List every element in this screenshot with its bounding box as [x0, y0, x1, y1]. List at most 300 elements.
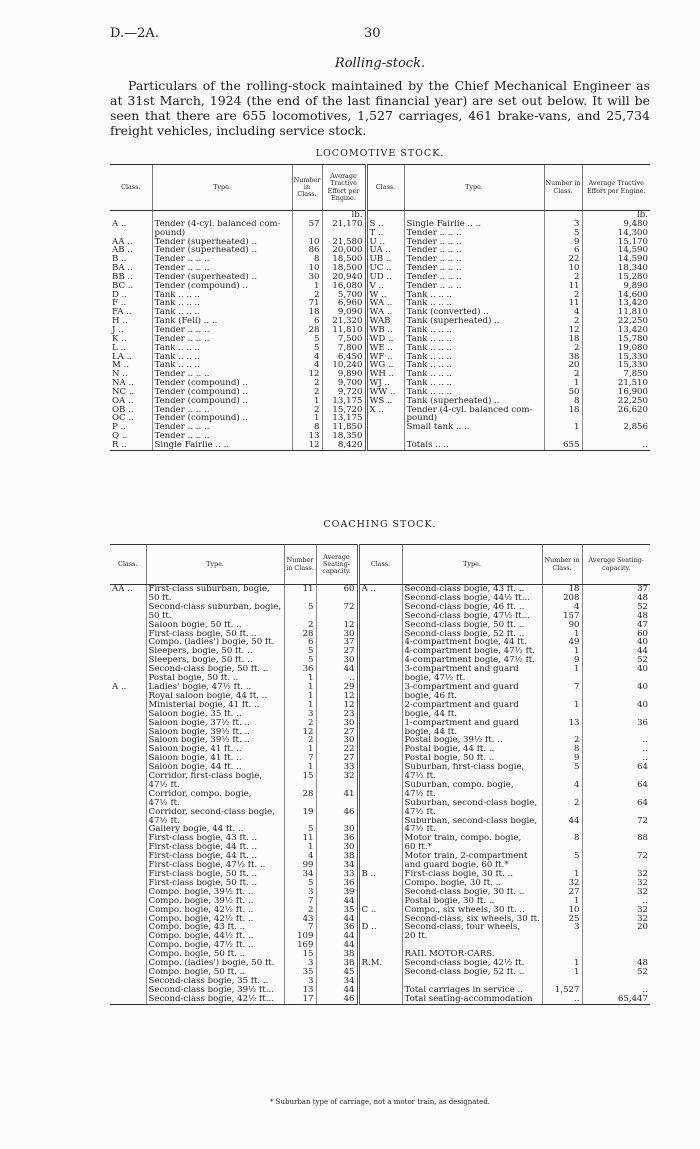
table-cell: Saloon bogie, 50 ft. .. — [146, 621, 284, 630]
table-cell: Total carriages in service .. — [402, 986, 542, 995]
table-cell: 40 — [582, 683, 650, 692]
table-cell: Postal bogie, 30 ft. .. — [402, 897, 542, 906]
table-cell: 12 — [544, 326, 582, 335]
table-cell: 32 — [542, 879, 582, 888]
table-cell — [542, 674, 582, 683]
table-cell: 25 — [542, 915, 582, 924]
table-row — [110, 317, 650, 326]
table-cell: 72 — [582, 817, 650, 826]
table-cell: 2 — [542, 799, 582, 808]
table-cell: Tender (compound) .. — [152, 379, 292, 388]
table-cell: Second-class bogie, 44½ ft... — [402, 594, 542, 603]
table-cell — [358, 932, 402, 941]
table-cell — [366, 432, 404, 441]
table-cell: 1 — [284, 745, 316, 754]
table-cell: Second-class bogie, 35 ft. .. — [146, 977, 284, 986]
table-row — [110, 423, 650, 432]
table-cell: 46 — [316, 808, 358, 817]
table-cell: 1 — [292, 414, 322, 423]
table-cell: Compo. (ladies') bogie, 50 ft. — [146, 959, 284, 968]
table-cell: 13 — [542, 719, 582, 728]
table-cell: 5 — [284, 879, 316, 888]
table-row — [110, 719, 650, 728]
table-row — [110, 238, 650, 247]
column-header: Average Seating-capacity. — [316, 545, 358, 585]
table-cell: 15,330 — [582, 361, 650, 370]
table-row — [110, 665, 650, 674]
table-cell: Compo., six wheels, 30 ft. .. — [402, 906, 542, 915]
table-cell — [110, 861, 146, 870]
table-cell: 9 — [544, 238, 582, 247]
table-cell: 4-compartment bogie, 47½ ft. — [402, 647, 542, 656]
table-cell: B .. — [112, 255, 127, 265]
table-cell — [582, 692, 650, 701]
table-cell: 60 — [316, 585, 358, 594]
table-cell: Saloon bogie, 41 ft. .. — [146, 754, 284, 763]
table-cell: L .. — [112, 343, 126, 353]
table-cell: WB .. — [366, 326, 404, 335]
table-row — [110, 211, 650, 220]
table-cell: 14,300 — [582, 229, 650, 238]
table-cell — [110, 211, 152, 220]
table-cell — [366, 441, 404, 450]
table-cell: 2 — [292, 388, 322, 397]
table-cell: 30 — [316, 656, 358, 665]
table-cell — [110, 995, 146, 1004]
table-cell: 3 — [542, 923, 582, 932]
table-cell: 1 — [542, 968, 582, 977]
table-cell — [284, 594, 316, 603]
table-row — [110, 326, 650, 335]
table-cell: 655 — [544, 441, 582, 450]
table-cell: Tender (compound) .. — [152, 414, 292, 423]
table-cell — [358, 674, 402, 683]
table-cell — [358, 834, 402, 843]
table-row — [110, 255, 650, 264]
table-cell — [358, 950, 402, 959]
table-cell: Tender .. .. .. — [152, 406, 292, 415]
table-cell — [110, 852, 146, 861]
table-cell: 15,330 — [582, 353, 650, 362]
table-row — [110, 273, 650, 282]
table-cell: 7,800 — [322, 344, 366, 353]
table-cell: 3-compartment and guard — [402, 683, 542, 692]
table-cell: 2 — [284, 736, 316, 745]
table-cell: Second-class suburban, bogie, — [146, 603, 284, 612]
table-cell: D .. — [112, 290, 128, 300]
table-row — [110, 968, 650, 977]
table-cell: 38 — [316, 950, 358, 959]
table-cell: Tank (converted) .. — [404, 308, 544, 317]
table-row — [110, 888, 650, 897]
table-cell: 4-compartment bogie, 44 ft. — [402, 638, 542, 647]
table-cell: 6 — [284, 638, 316, 647]
table-cell — [152, 211, 292, 220]
table-cell: Corridor, compo. bogie, — [146, 790, 284, 799]
table-cell — [358, 852, 402, 861]
table-cell: 21,510 — [582, 379, 650, 388]
table-cell: and guard bogie, 60 ft.* — [402, 861, 542, 870]
table-cell: 5 — [284, 603, 316, 612]
table-row — [110, 264, 650, 273]
table-row — [110, 344, 650, 353]
table-cell: Gallery bogie, 44 ft. .. — [146, 825, 284, 834]
table-cell — [582, 414, 650, 423]
table-cell: 2 — [544, 291, 582, 300]
table-cell — [358, 603, 402, 612]
table-cell — [110, 603, 146, 612]
table-cell: Compo. bogie, 39½ ft. .. — [146, 897, 284, 906]
table-cell: 32 — [316, 772, 358, 781]
table-cell: Tank .. .. .. — [404, 291, 544, 300]
table-cell: 2 — [284, 621, 316, 630]
table-cell: Second-class, four wheels, — [402, 923, 542, 932]
table-cell: 15,780 — [582, 335, 650, 344]
table-cell: 7 — [284, 754, 316, 763]
table-cell: 16,080 — [322, 282, 366, 291]
table-cell: 10 — [542, 906, 582, 915]
table-cell: Suburban, compo. bogie, — [402, 781, 542, 790]
table-cell — [110, 621, 146, 630]
table-row — [110, 621, 650, 630]
table-cell: 48 — [582, 959, 650, 968]
table-row — [110, 825, 650, 834]
table-cell: Saloon bogie, 44 ft. .. — [146, 763, 284, 772]
table-cell: 1 — [542, 701, 582, 710]
table-cell — [358, 630, 402, 639]
table-cell — [358, 683, 402, 692]
table-cell: 28 — [292, 326, 322, 335]
table-cell: 44 — [542, 817, 582, 826]
table-cell: 1 — [284, 701, 316, 710]
table-cell — [358, 941, 402, 950]
table-cell: 1 — [542, 870, 582, 879]
table-cell: 44 — [316, 932, 358, 941]
table-cell: First-class bogie, 50 ft. .. — [146, 630, 284, 639]
table-cell: 19 — [284, 808, 316, 817]
table-cell — [358, 995, 402, 1004]
table-cell — [358, 781, 402, 790]
table-cell: Tank .. .. .. — [152, 344, 292, 353]
table-cell — [316, 612, 358, 621]
table-cell: 57 — [292, 220, 322, 229]
table-cell: 13,175 — [322, 414, 366, 423]
intro-paragraph: Particulars of the rolling-stock maintained by the Chief Mechanical Engineer as at 31st March, 1924 (the end of the last financial year) are set out below. It will be seen that there are 655 locomotives, 1,527 carriages, 461 brake-vans, and 25,734 freight vehicles, including service stock. — [110, 78, 650, 138]
footnote: * Suburban type of carriage, not a motor train, as designated. — [269, 1098, 491, 1106]
table-cell — [110, 728, 146, 737]
table-cell: 41 — [316, 790, 358, 799]
table-cell: 21,580 — [322, 238, 366, 247]
table-cell — [110, 834, 146, 843]
table-cell — [322, 229, 366, 238]
table-cell: 44 — [316, 915, 358, 924]
table-cell: 6 — [544, 246, 582, 255]
table-row — [110, 441, 650, 450]
table-cell: Tender (superheated) .. — [152, 238, 292, 247]
table-cell: Total seating-accommodation — [402, 995, 542, 1004]
table-row — [110, 728, 650, 737]
table-cell — [110, 843, 146, 852]
table-cell: 7,850 — [582, 370, 650, 379]
table-cell: 47 — [582, 621, 650, 630]
column-header: Class. — [110, 545, 146, 585]
table-cell — [110, 941, 146, 950]
table-cell — [110, 701, 146, 710]
table-row — [110, 959, 650, 968]
table-cell: 21,170 — [322, 220, 366, 229]
table-cell: Postal bogie, 50 ft. .. — [402, 754, 542, 763]
table-cell: Tank .. .. .. — [152, 308, 292, 317]
table-row — [110, 879, 650, 888]
table-cell: 12 — [292, 370, 322, 379]
table-cell — [110, 825, 146, 834]
table-row — [110, 585, 650, 594]
table-cell: 36 — [316, 879, 358, 888]
table-row — [110, 941, 650, 950]
table-cell: First-class bogie, 50 ft. .. — [146, 879, 284, 888]
table-cell: 10 — [292, 238, 322, 247]
table-cell: Saloon bogie, 39½ ft. .. — [146, 736, 284, 745]
table-cell: 1 — [544, 379, 582, 388]
table-cell: 27 — [316, 647, 358, 656]
table-row — [110, 763, 650, 772]
table-cell — [110, 906, 146, 915]
table-cell — [110, 808, 146, 817]
table-cell: K .. — [112, 334, 127, 344]
table-cell — [110, 594, 146, 603]
table-cell — [110, 647, 146, 656]
table-cell — [544, 211, 582, 220]
table-cell: 64 — [582, 781, 650, 790]
table-cell: UB .. — [366, 255, 404, 264]
table-cell: 1 — [542, 897, 582, 906]
table-cell — [110, 968, 146, 977]
table-cell: 32 — [582, 906, 650, 915]
table-cell: 72 — [316, 603, 358, 612]
table-cell: 11 — [284, 834, 316, 843]
table-cell: 9 — [542, 656, 582, 665]
table-cell — [358, 808, 402, 817]
table-cell: Tender (superheated) .. — [152, 273, 292, 282]
column-header: Number in Class. — [544, 165, 582, 211]
table-cell: D .. — [358, 923, 402, 932]
table-cell: 30 — [292, 273, 322, 282]
table-cell: Second-class bogie, 43 ft. .. — [402, 585, 542, 594]
table-cell: Tender .. .. .. — [152, 370, 292, 379]
table-row — [110, 370, 650, 379]
table-row — [110, 246, 650, 255]
table-cell: 2 — [544, 317, 582, 326]
table-cell: 19,080 — [582, 344, 650, 353]
page-number: 30 — [364, 26, 381, 41]
table-cell: 9,720 — [322, 388, 366, 397]
table-cell: 13,175 — [322, 397, 366, 406]
table-cell — [110, 888, 146, 897]
table-row — [110, 790, 650, 799]
table-cell — [110, 959, 146, 968]
table-cell — [582, 808, 650, 817]
table-cell: 1 — [284, 674, 316, 683]
table-cell: lb. — [582, 211, 650, 220]
table-cell — [582, 674, 650, 683]
table-cell: 44 — [316, 897, 358, 906]
table-row — [110, 630, 650, 639]
table-cell — [316, 781, 358, 790]
table-cell — [582, 932, 650, 941]
table-cell — [358, 986, 402, 995]
table-cell: 1 — [292, 397, 322, 406]
table-cell: WW .. — [366, 388, 404, 397]
table-cell: 9,700 — [322, 379, 366, 388]
table-cell — [358, 754, 402, 763]
column-header: Type. — [404, 165, 544, 211]
table-cell: 8 — [292, 423, 322, 432]
table-cell: OC .. — [112, 414, 134, 424]
table-cell — [110, 763, 146, 772]
table-cell: WH .. — [366, 370, 404, 379]
table-cell: .. — [582, 986, 650, 995]
table-cell — [284, 817, 316, 826]
table-cell: Sleepers, bogie, 50 ft. .. — [146, 656, 284, 665]
table-cell — [582, 728, 650, 737]
table-cell: T .. — [366, 229, 404, 238]
table-cell: Saloon bogie, 41 ft. .. — [146, 745, 284, 754]
table-cell: 20 — [544, 361, 582, 370]
table-cell: Tender (compound) .. — [152, 388, 292, 397]
table-cell: WA .. — [366, 299, 404, 308]
table-row — [110, 229, 650, 238]
table-cell — [358, 710, 402, 719]
table-cell: WG .. — [366, 361, 404, 370]
table-cell — [110, 719, 146, 728]
table-cell: Tender (4-cyl. balanced com- — [152, 220, 292, 229]
table-cell: 38 — [316, 959, 358, 968]
table-cell: 34 — [316, 861, 358, 870]
table-cell: 52 — [582, 968, 650, 977]
table-cell: 47½ ft. — [402, 790, 542, 799]
table-cell: 71 — [292, 299, 322, 308]
table-cell: 37 — [582, 585, 650, 594]
table-cell: UA .. — [366, 246, 404, 255]
table-cell: X .. — [366, 406, 404, 415]
table-cell — [292, 211, 322, 220]
table-cell: R.M. — [358, 959, 402, 968]
table-cell: 45 — [316, 968, 358, 977]
table-cell: Second-class bogie, 46 ft. .. — [402, 603, 542, 612]
table-cell: 29 — [316, 683, 358, 692]
table-cell — [110, 772, 146, 781]
table-cell: .. — [316, 674, 358, 683]
page-title: Rolling-stock. — [334, 56, 426, 71]
table-cell: F .. — [112, 299, 127, 309]
table-cell: 48 — [582, 612, 650, 621]
table-cell — [542, 950, 582, 959]
table-cell: A .. — [112, 219, 127, 229]
table-cell: 65,447 — [582, 995, 650, 1004]
table-cell: 1 — [284, 692, 316, 701]
column-header: Class. — [110, 165, 152, 211]
table-row — [110, 674, 650, 683]
table-cell: 20 ft. — [402, 932, 542, 941]
table-cell: 13,420 — [582, 326, 650, 335]
table-cell — [358, 843, 402, 852]
table-cell — [358, 647, 402, 656]
table-cell: Suburban, second-class bogie, — [402, 799, 542, 808]
table-cell: 2 — [544, 344, 582, 353]
column-header: Type. — [152, 165, 292, 211]
table-cell: 1 — [544, 423, 582, 432]
table-cell: 86 — [292, 246, 322, 255]
table-cell: WD .. — [366, 335, 404, 344]
table-row — [110, 701, 650, 710]
table-cell — [542, 808, 582, 817]
table-cell: 50 — [544, 388, 582, 397]
table-cell — [358, 790, 402, 799]
table-cell: WA .. — [366, 308, 404, 317]
table-row — [110, 692, 650, 701]
table-cell: 22 — [316, 745, 358, 754]
table-cell: 11,850 — [322, 423, 366, 432]
table-cell: Tank .. .. .. — [152, 299, 292, 308]
table-cell: 52 — [582, 656, 650, 665]
table-cell — [110, 977, 146, 986]
table-cell — [358, 977, 402, 986]
table-row — [110, 594, 650, 603]
table-cell — [110, 656, 146, 665]
table-cell: OB .. — [112, 405, 134, 415]
table-cell: Compo. bogie, 42½ ft. .. — [146, 915, 284, 924]
table-cell: Postal bogie, 50 ft. .. — [146, 674, 284, 683]
table-cell: OA .. — [112, 396, 134, 406]
table-cell: 36 — [316, 923, 358, 932]
table-cell: 2-compartment and guard — [402, 701, 542, 710]
table-cell: Tender .. .. .. — [404, 264, 544, 273]
table-cell: 64 — [582, 799, 650, 808]
table-cell: 15 — [284, 950, 316, 959]
table-cell: 47½ ft. — [402, 808, 542, 817]
table-cell: 9,890 — [582, 282, 650, 291]
table-cell — [110, 754, 146, 763]
table-cell: 15,170 — [582, 238, 650, 247]
table-cell — [316, 817, 358, 826]
table-row — [110, 299, 650, 308]
table-cell: 11,810 — [582, 308, 650, 317]
table-cell: 10,240 — [322, 361, 366, 370]
table-cell: 208 — [542, 594, 582, 603]
table-cell: Tender .. .. .. — [152, 432, 292, 441]
locomotive-stock-heading: LOCOMOTIVE STOCK. — [315, 148, 445, 159]
table-cell: 64 — [582, 763, 650, 772]
table-cell: 3 — [284, 959, 316, 968]
table-cell — [542, 710, 582, 719]
table-cell: pound) — [404, 414, 544, 423]
table-cell — [110, 612, 146, 621]
table-cell: BA .. — [112, 264, 133, 273]
table-cell: 5 — [284, 647, 316, 656]
table-row — [110, 710, 650, 719]
table-cell: 44 — [582, 647, 650, 656]
table-cell: 10 — [292, 264, 322, 273]
table-cell — [544, 432, 582, 441]
table-cell: 60 — [582, 630, 650, 639]
table-cell: .. — [542, 995, 582, 1004]
table-cell: 40 — [582, 665, 650, 674]
table-cell: 50 ft. — [146, 594, 284, 603]
table-cell — [358, 594, 402, 603]
table-cell: 38 — [544, 353, 582, 362]
table-cell: Tank .. .. .. — [404, 299, 544, 308]
table-cell: 1 — [542, 959, 582, 968]
